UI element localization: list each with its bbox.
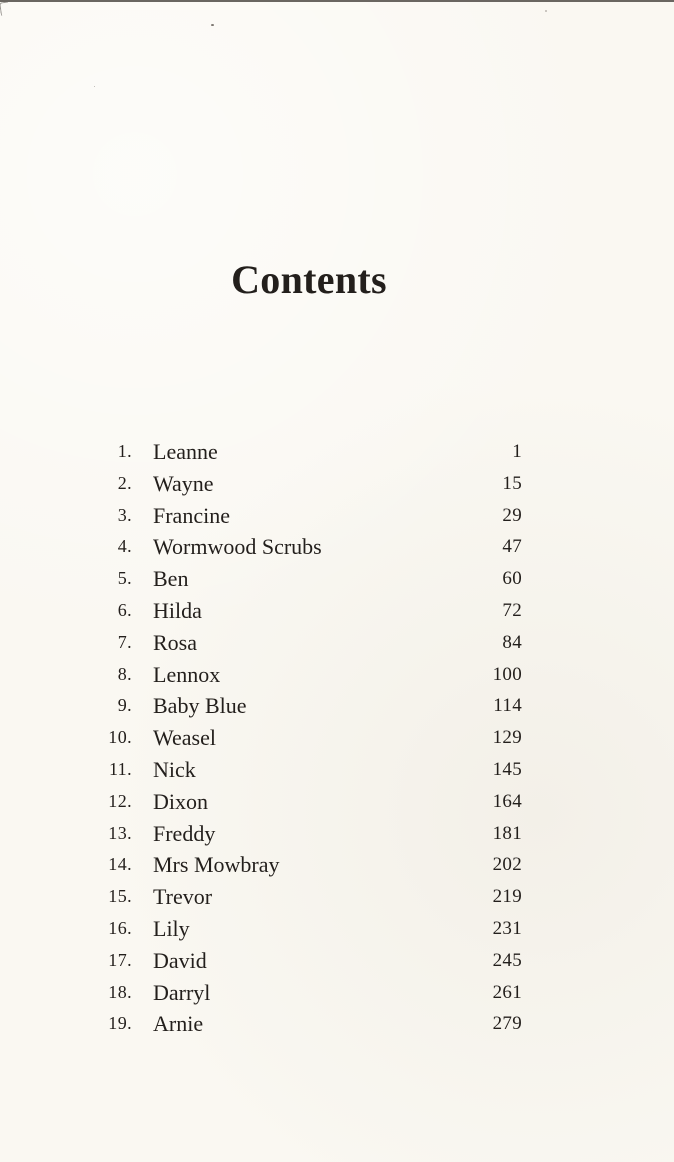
page-number: 100: [492, 663, 522, 685]
chapter-title: Darryl: [153, 979, 211, 1005]
chapter-title: Trevor: [153, 884, 213, 910]
chapter-title: Mrs Mowbray: [153, 852, 280, 878]
toc-entry: [96, 881, 522, 913]
chapter-number: 16.: [108, 917, 132, 938]
chapter-number: 9.: [117, 695, 132, 716]
page-number: 231: [492, 917, 522, 939]
page-number: 245: [492, 949, 522, 971]
chapter-number: 11.: [108, 758, 132, 779]
chapter-title: Leanne: [153, 439, 218, 464]
page-number: 164: [492, 790, 522, 812]
chapter-title: Weasel: [153, 725, 216, 751]
page-number: 15: [502, 472, 522, 494]
toc-entry: [96, 722, 522, 754]
chapter-title: Wayne: [153, 470, 214, 496]
chapter-number: 13.: [108, 822, 132, 843]
toc-entry: [96, 659, 522, 691]
toc-entry: [96, 754, 522, 786]
chapter-number: 3.: [117, 504, 132, 525]
page-number: 1: [512, 441, 522, 462]
toc-entry: [96, 563, 522, 595]
chapter-title: Baby Blue: [153, 693, 247, 719]
page-number: 60: [502, 568, 522, 590]
chapter-number: 17.: [108, 949, 132, 970]
page-number: 279: [492, 1013, 522, 1035]
page-number: 219: [492, 886, 522, 908]
chapter-number: 1.: [117, 441, 132, 461]
chapter-number: 5.: [117, 568, 132, 589]
page-number: 47: [502, 536, 522, 558]
ink-speck: [211, 24, 214, 26]
chapter-title: Ben: [153, 566, 189, 592]
chapter-number: 18.: [108, 981, 132, 1002]
chapter-title: Lily: [153, 915, 190, 941]
toc-entry: [96, 818, 522, 850]
chapter-title: Hilda: [153, 597, 202, 623]
page-number: 29: [502, 504, 522, 526]
page-number: 72: [502, 599, 522, 621]
chapter-number: 14.: [108, 854, 132, 875]
toc-entry: [96, 468, 522, 500]
toc-entry: [96, 945, 522, 977]
page-number: 129: [492, 727, 522, 749]
chapter-number: 19.: [108, 1013, 132, 1034]
chapter-title: Francine: [153, 502, 230, 528]
chapter-number: 6.: [117, 599, 132, 620]
page-number: 114: [493, 695, 522, 717]
toc-entry: [96, 977, 522, 1009]
toc-entry: [96, 595, 522, 627]
ink-speck: [94, 86, 95, 87]
toc-entry: [96, 849, 522, 881]
page-number: 202: [492, 854, 522, 876]
chapter-title: Freddy: [153, 820, 216, 846]
chapter-title: Lennox: [153, 661, 221, 687]
page-number: 181: [492, 822, 522, 844]
toc-entry: [96, 627, 522, 659]
toc-entry: [96, 913, 522, 945]
toc-entry: [96, 786, 522, 818]
ink-speck: [545, 10, 547, 12]
toc-entry: [96, 531, 522, 563]
chapter-number: 8.: [117, 663, 132, 684]
page-number: 145: [492, 758, 522, 780]
corner-mark: [0, 1, 10, 15]
page-top-edge: [0, 0, 674, 2]
page-number: 84: [502, 631, 522, 653]
chapter-title: David: [153, 947, 207, 973]
chapter-number: 15.: [108, 886, 132, 907]
chapter-title: Arnie: [153, 1011, 204, 1037]
toc-entry: [96, 436, 522, 468]
toc-entry: [96, 500, 522, 532]
chapter-number: 2.: [117, 472, 132, 493]
chapter-title: Rosa: [153, 629, 197, 655]
chapter-number: 7.: [117, 631, 132, 652]
chapter-number: 12.: [108, 790, 132, 811]
chapter-number: 4.: [117, 536, 132, 557]
chapter-title: Dixon: [153, 788, 208, 814]
page-title: Contents: [231, 256, 387, 302]
toc-entry: [96, 690, 522, 722]
chapter-number: 10.: [108, 727, 132, 748]
chapter-title: Nick: [153, 756, 196, 782]
toc-entry: [96, 1008, 522, 1040]
table-of-contents: [96, 436, 522, 1040]
page-number: 261: [492, 981, 522, 1003]
chapter-title: Wormwood Scrubs: [153, 534, 322, 560]
